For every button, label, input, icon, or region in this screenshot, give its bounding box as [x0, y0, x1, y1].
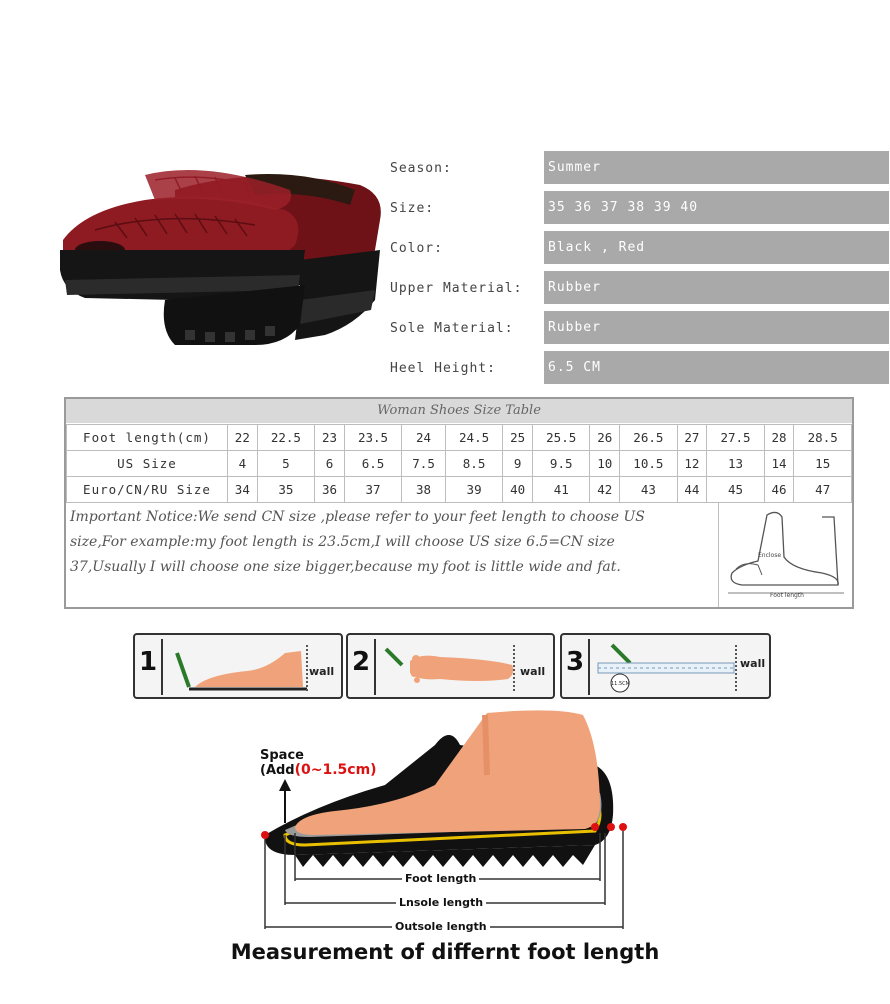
spec-value-sole-material: Rubber [544, 311, 889, 344]
size-cell: 26 [590, 425, 620, 451]
spec-label-color: Color: [390, 241, 443, 256]
spec-value-season: Summer [544, 151, 889, 184]
measurement-caption: Measurement of differnt foot length [230, 940, 660, 964]
size-cell: 24 [402, 425, 446, 451]
insole-length-label: Lnsole length [396, 896, 486, 909]
size-cell: 10.5 [620, 451, 677, 477]
size-cell: 24.5 [445, 425, 502, 451]
spec-value-upper-material: Rubber [544, 271, 889, 304]
spec-value-color: Black , Red [544, 231, 889, 264]
foot-measure-diagram [722, 507, 850, 605]
size-cell: 38 [402, 477, 446, 503]
size-cell: 36 [315, 477, 345, 503]
size-table-row [67, 451, 852, 477]
size-row-label: Foot length(cm) [67, 425, 228, 451]
size-table-title: Woman Shoes Size Table [66, 399, 852, 423]
size-cell: 41 [532, 477, 589, 503]
size-cell: 27 [677, 425, 707, 451]
size-cell: 22 [228, 425, 258, 451]
size-cell: 6.5 [344, 451, 401, 477]
size-cell: 14 [764, 451, 794, 477]
size-cell: 10 [590, 451, 620, 477]
spec-label-sole-material: Sole Material: [390, 321, 514, 336]
step-number: 2 [352, 647, 371, 677]
wall-label: wall [740, 657, 766, 670]
size-table [64, 397, 854, 609]
size-cell: 13 [707, 451, 764, 477]
size-row-label: Euro/CN/RU Size [67, 477, 228, 503]
divider [374, 639, 376, 695]
size-cell: 35 [257, 477, 314, 503]
size-cell: 28 [764, 425, 794, 451]
size-cell: 4 [228, 451, 258, 477]
outsole-length-label: Outsole length [392, 920, 490, 933]
size-cell: 9.5 [532, 451, 589, 477]
size-cell: 25 [503, 425, 533, 451]
size-cell: 23.5 [344, 425, 401, 451]
size-cell: 47 [794, 477, 852, 503]
wall-label: wall [520, 665, 546, 678]
space-allowance-label [260, 748, 377, 778]
size-table-row [67, 425, 852, 451]
size-cell: 42 [590, 477, 620, 503]
important-notice [70, 505, 710, 580]
size-cell: 27.5 [707, 425, 764, 451]
size-cell: 12 [677, 451, 707, 477]
space-add: (Add [260, 763, 295, 778]
size-row-label: US Size [67, 451, 228, 477]
size-cell: 9 [503, 451, 533, 477]
size-cell: 23 [315, 425, 345, 451]
ruler-measure-icon [594, 639, 764, 695]
notice-line: 37,Usually I will choose one size bigger,because my foot is little wide and fat. [70, 559, 621, 575]
shoe-product-image [55, 150, 385, 350]
step-2-panel [346, 633, 555, 699]
size-cell: 15 [794, 451, 852, 477]
enclose-label: Enclose [758, 552, 782, 559]
size-cell: 8.5 [445, 451, 502, 477]
size-table-row [67, 477, 852, 503]
size-cell: 25.5 [532, 425, 589, 451]
size-cell: 39 [445, 477, 502, 503]
size-cell: 45 [707, 477, 764, 503]
step-number: 1 [139, 647, 158, 677]
size-cell: 7.5 [402, 451, 446, 477]
size-cell: 46 [764, 477, 794, 503]
size-cell: 44 [677, 477, 707, 503]
spec-label-upper-material: Upper Material: [390, 281, 523, 296]
size-cell: 22.5 [257, 425, 314, 451]
size-cell: 34 [228, 477, 258, 503]
divider [588, 639, 590, 695]
foot-length-label: Foot length [770, 592, 804, 599]
divider [161, 639, 163, 695]
ruler-badge: 11.5CM [611, 681, 630, 687]
notice-line: Important Notice:We send CN size ,please refer to your feet length to choose US [70, 509, 645, 525]
spec-label-season: Season: [390, 161, 452, 176]
spec-value-size: 35 36 37 38 39 40 [544, 191, 889, 224]
space-title: Space [260, 748, 304, 763]
foot-length-label: Foot length [402, 872, 479, 885]
spec-value-heel-height: 6.5 CM [544, 351, 889, 384]
size-cell: 28.5 [794, 425, 852, 451]
wall-label: wall [309, 665, 335, 678]
shoe-measurement-illustration [255, 705, 655, 945]
size-cell: 26.5 [620, 425, 677, 451]
spec-label-size: Size: [390, 201, 435, 216]
divider [718, 503, 719, 607]
step-3-panel [560, 633, 771, 699]
step-1-panel [133, 633, 343, 699]
space-range: (0~1.5cm) [294, 762, 377, 778]
size-cell: 40 [503, 477, 533, 503]
spec-label-heel-height: Heel Height: [390, 361, 496, 376]
divider [66, 502, 852, 503]
size-cell: 43 [620, 477, 677, 503]
size-grid [66, 424, 852, 503]
notice-line: size,For example:my foot length is 23.5cm,I will choose US size 6.5=CN size [70, 534, 615, 550]
size-cell: 37 [344, 477, 401, 503]
size-cell: 6 [315, 451, 345, 477]
size-cell: 5 [257, 451, 314, 477]
step-number: 3 [566, 647, 585, 677]
